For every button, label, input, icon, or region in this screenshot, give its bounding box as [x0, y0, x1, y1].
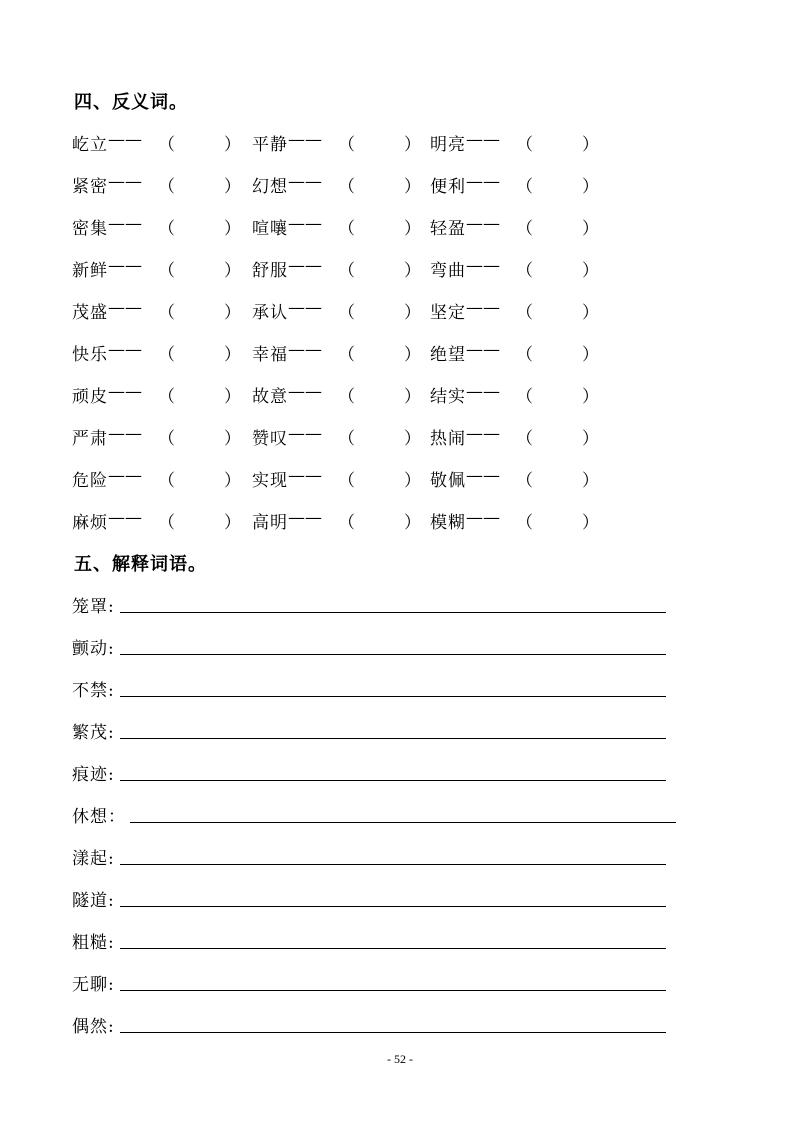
answer-paren-open: （	[158, 303, 175, 323]
definition-term: 隧道:	[72, 891, 115, 911]
antonym-word: 坚定	[430, 303, 466, 323]
definition-row	[72, 928, 682, 954]
antonym-word: 平静	[252, 135, 288, 155]
answer-paren-close: ）	[404, 135, 421, 155]
answer-paren-close: ）	[224, 471, 241, 491]
answer-paren-open: （	[338, 429, 355, 449]
answer-paren-close: ）	[224, 135, 241, 155]
section-five-title: 五、解释词语。	[74, 554, 207, 575]
antonym-word: 幸福	[252, 345, 288, 365]
answer-line[interactable]	[120, 864, 666, 865]
answer-paren-open: （	[516, 261, 533, 281]
answer-line[interactable]	[120, 738, 666, 739]
answer-paren-close: ）	[224, 513, 241, 533]
answer-paren-open: （	[516, 177, 533, 197]
answer-paren-open: （	[516, 513, 533, 533]
antonym-word: 屹立	[72, 135, 108, 155]
dash-connector: ——	[466, 256, 500, 276]
answer-paren-open: （	[516, 471, 533, 491]
antonym-word: 模糊	[430, 513, 466, 533]
answer-paren-close: ）	[582, 345, 599, 365]
antonym-word: 密集	[72, 219, 108, 239]
answer-paren-open: （	[338, 219, 355, 239]
dash-connector: ——	[466, 172, 500, 192]
dash-connector: ——	[108, 340, 142, 360]
dash-connector: ——	[288, 298, 322, 318]
answer-paren-open: （	[516, 219, 533, 239]
answer-paren-open: （	[516, 303, 533, 323]
antonym-word: 喧嚷	[252, 219, 288, 239]
answer-paren-close: ）	[224, 387, 241, 407]
answer-paren-close: ）	[404, 513, 421, 533]
antonym-word: 敬佩	[430, 471, 466, 491]
antonym-word: 麻烦	[72, 513, 108, 533]
definition-term: 漾起:	[72, 849, 115, 869]
antonym-row	[72, 466, 632, 490]
antonym-row	[72, 214, 632, 238]
dash-connector: ——	[288, 466, 322, 486]
antonym-row	[72, 256, 632, 280]
answer-paren-close: ）	[404, 429, 421, 449]
definition-row	[72, 760, 682, 786]
answer-paren-open: （	[158, 177, 175, 197]
antonym-word: 实现	[252, 471, 288, 491]
antonym-row	[72, 340, 632, 364]
antonym-word: 故意	[252, 387, 288, 407]
answer-paren-open: （	[338, 261, 355, 281]
definition-term: 偶然:	[72, 1017, 115, 1037]
answer-line[interactable]	[120, 654, 666, 655]
answer-paren-close: ）	[224, 345, 241, 365]
dash-connector: ——	[108, 508, 142, 528]
answer-paren-close: ）	[224, 303, 241, 323]
dash-connector: ——	[288, 172, 322, 192]
definition-term: 不禁:	[72, 681, 115, 701]
dash-connector: ——	[288, 214, 322, 234]
antonym-word: 快乐	[72, 345, 108, 365]
dash-connector: ——	[288, 508, 322, 528]
answer-paren-open: （	[338, 387, 355, 407]
section-four-title: 四、反义词。	[74, 92, 188, 113]
dash-connector: ——	[466, 130, 500, 150]
answer-paren-open: （	[338, 135, 355, 155]
answer-paren-open: （	[338, 513, 355, 533]
answer-paren-close: ）	[404, 177, 421, 197]
answer-paren-close: ）	[582, 429, 599, 449]
antonym-word: 高明	[252, 513, 288, 533]
answer-line[interactable]	[120, 696, 666, 697]
dash-connector: ——	[108, 298, 142, 318]
answer-paren-open: （	[158, 471, 175, 491]
antonym-row	[72, 508, 632, 532]
antonym-row	[72, 424, 632, 448]
answer-line[interactable]	[120, 612, 666, 613]
answer-paren-open: （	[516, 429, 533, 449]
answer-line[interactable]	[120, 948, 666, 949]
antonym-row	[72, 130, 632, 154]
antonym-word: 幻想	[252, 177, 288, 197]
dash-connector: ——	[108, 382, 142, 402]
answer-paren-close: ）	[224, 219, 241, 239]
answer-paren-close: ）	[224, 177, 241, 197]
answer-paren-close: ）	[404, 261, 421, 281]
answer-line[interactable]	[120, 1032, 666, 1033]
antonym-word: 绝望	[430, 345, 466, 365]
answer-paren-open: （	[338, 177, 355, 197]
answer-paren-open: （	[158, 345, 175, 365]
answer-paren-open: （	[158, 135, 175, 155]
answer-paren-close: ）	[582, 177, 599, 197]
antonym-word: 弯曲	[430, 261, 466, 281]
answer-paren-open: （	[338, 471, 355, 491]
answer-paren-open: （	[158, 387, 175, 407]
dash-connector: ——	[466, 382, 500, 402]
dash-connector: ——	[108, 256, 142, 276]
antonym-word: 明亮	[430, 135, 466, 155]
answer-paren-close: ）	[582, 135, 599, 155]
definition-row	[72, 802, 682, 828]
answer-paren-close: ）	[582, 387, 599, 407]
dash-connector: ——	[108, 424, 142, 444]
definition-term: 痕迹:	[72, 765, 115, 785]
dash-connector: ——	[288, 340, 322, 360]
dash-connector: ——	[108, 172, 142, 192]
answer-paren-close: ）	[404, 387, 421, 407]
definition-term: 繁茂:	[72, 723, 115, 743]
definition-row	[72, 886, 682, 912]
antonym-word: 热闹	[430, 429, 466, 449]
antonym-word: 危险	[72, 471, 108, 491]
answer-paren-close: ）	[404, 471, 421, 491]
answer-paren-open: （	[158, 513, 175, 533]
antonym-row	[72, 298, 632, 322]
definition-row	[72, 676, 682, 702]
antonym-word: 结实	[430, 387, 466, 407]
answer-paren-close: ）	[404, 303, 421, 323]
dash-connector: ——	[466, 340, 500, 360]
dash-connector: ——	[466, 424, 500, 444]
definition-row	[72, 1012, 682, 1038]
answer-paren-close: ）	[582, 219, 599, 239]
answer-paren-close: ）	[582, 513, 599, 533]
answer-paren-close: ）	[404, 219, 421, 239]
answer-paren-close: ）	[582, 471, 599, 491]
answer-paren-close: ）	[224, 429, 241, 449]
antonym-row	[72, 172, 632, 196]
antonym-word: 轻盈	[430, 219, 466, 239]
definition-row	[72, 592, 682, 618]
dash-connector: ——	[108, 130, 142, 150]
definition-term: 休想：	[72, 807, 126, 827]
definition-row	[72, 844, 682, 870]
antonym-word: 舒服	[252, 261, 288, 281]
answer-paren-open: （	[158, 261, 175, 281]
answer-paren-open: （	[158, 429, 175, 449]
antonym-word: 新鲜	[72, 261, 108, 281]
definition-term: 无聊:	[72, 975, 115, 995]
answer-paren-close: ）	[224, 261, 241, 281]
answer-paren-open: （	[516, 345, 533, 365]
dash-connector: ——	[466, 508, 500, 528]
answer-paren-close: ）	[582, 303, 599, 323]
definition-term: 颤动:	[72, 639, 115, 659]
dash-connector: ——	[108, 466, 142, 486]
answer-paren-open: （	[516, 387, 533, 407]
dash-connector: ——	[466, 214, 500, 234]
antonym-word: 茂盛	[72, 303, 108, 323]
dash-connector: ——	[466, 466, 500, 486]
antonym-word: 顽皮	[72, 387, 108, 407]
antonym-row	[72, 382, 632, 406]
antonym-word: 紧密	[72, 177, 108, 197]
antonym-word: 严肃	[72, 429, 108, 449]
definition-row	[72, 634, 682, 660]
answer-line[interactable]	[120, 906, 666, 907]
dash-connector: ——	[108, 214, 142, 234]
definition-term: 笼罩:	[72, 597, 115, 617]
dash-connector: ——	[288, 256, 322, 276]
antonym-word: 赞叹	[252, 429, 288, 449]
antonym-word: 便利	[430, 177, 466, 197]
answer-line[interactable]	[130, 822, 676, 823]
definition-term: 粗糙:	[72, 933, 115, 953]
answer-paren-open: （	[338, 345, 355, 365]
answer-paren-close: ）	[404, 345, 421, 365]
dash-connector: ——	[466, 298, 500, 318]
answer-paren-open: （	[158, 219, 175, 239]
dash-connector: ——	[288, 130, 322, 150]
answer-paren-open: （	[338, 303, 355, 323]
answer-paren-open: （	[516, 135, 533, 155]
definition-row	[72, 718, 682, 744]
antonym-word: 承认	[252, 303, 288, 323]
definition-row	[72, 970, 682, 996]
page-number: - 52 -	[387, 1052, 413, 1066]
answer-line[interactable]	[120, 780, 666, 781]
answer-paren-close: ）	[582, 261, 599, 281]
answer-line[interactable]	[120, 990, 666, 991]
dash-connector: ——	[288, 382, 322, 402]
dash-connector: ——	[288, 424, 322, 444]
